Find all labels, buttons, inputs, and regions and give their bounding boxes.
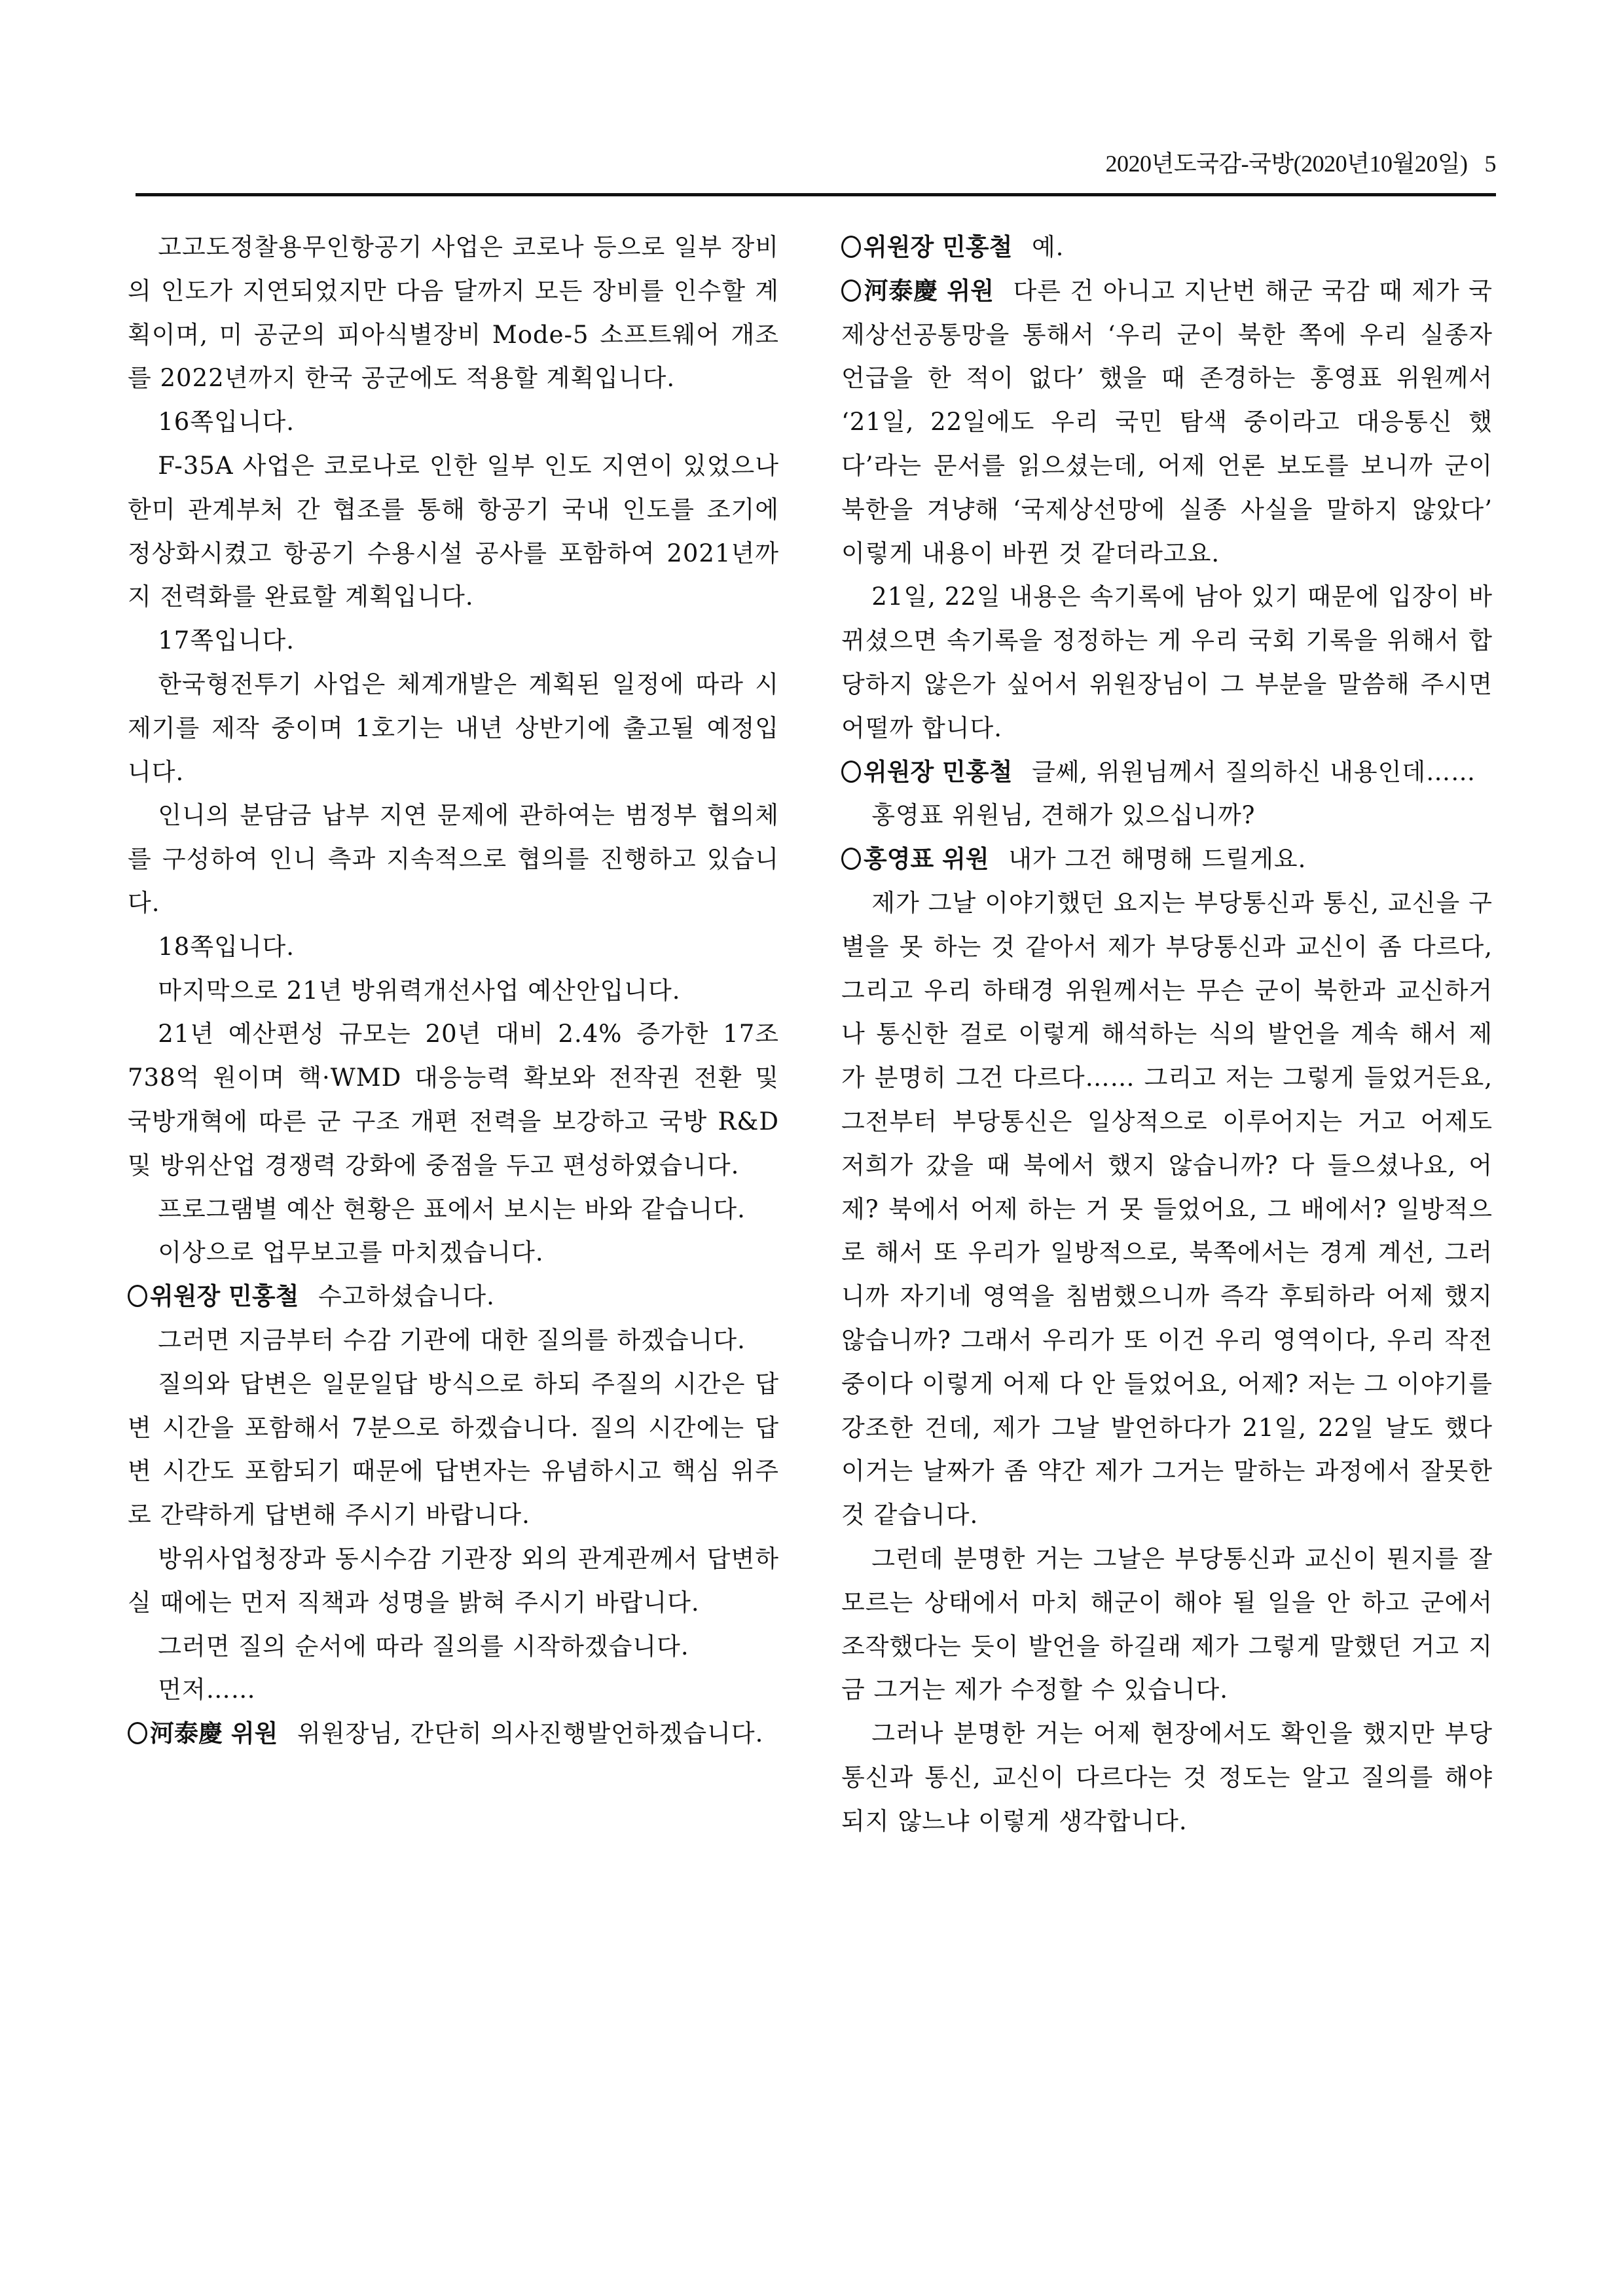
paragraph: 인니의 분담금 납부 지연 문제에 관하여는 범정부 협의체를 구성하여 인니 측과 지속적으로 협의를 진행하고 있습니다.	[128, 801, 779, 917]
paragraph: 마지막으로 21년 방위력개선사업 예산안입니다.	[158, 976, 681, 1005]
speech-entry	[128, 1712, 779, 1756]
paragraph: 그러면 질의 순서에 따라 질의를 시작하겠습니다.	[158, 1632, 689, 1660]
paragraph: 방위사업청장과 동시수감 기관장 외의 관계관께서 답변하실 때에는 먼저 직책과 성명을 밝혀 주시기 바랍니다.	[128, 1544, 779, 1617]
paragraph: 먼저……	[158, 1676, 256, 1704]
speech-text: 위원장님, 간단히 의사진행발언하겠습니다.	[297, 1719, 764, 1748]
speech-text: 수고하셨습니다.	[318, 1282, 495, 1311]
paragraph: 16쪽입니다.	[158, 408, 295, 437]
paragraph: 질의와 답변은 일문일답 방식으로 하되 주질의 시간은 답변 시간을 포함해서 7분으로 하겠습니다. 질의 시간에는 답변 시간도 포함되기 때문에 답변자는 유념하시고 핵심 위주로 간략하게 답변해 주시기 바랍니다.	[128, 1369, 779, 1530]
speaker-circle-icon	[841, 279, 861, 302]
speaker-name: 河泰慶 위원	[864, 276, 994, 305]
paragraph: 그런데 분명한 거는 그날은 부당통신과 교신이 뭔지를 잘 모르는 상태에서 마치 해군이 해야 될 일을 안 하고 군에서 조작했다는 듯이 발언을 하길래 제가 그렇게 말했던 거고 지금 그거는 제가 수정할 수 있습니다.	[841, 1544, 1493, 1704]
paragraph: 그러면 지금부터 수감 기관에 대한 질의를 하겠습니다.	[158, 1325, 746, 1354]
paragraph: 프로그램별 예산 현황은 표에서 보시는 바와 같습니다.	[158, 1194, 746, 1223]
paragraph: 홍영표 위원님, 견해가 있으십니까?	[871, 801, 1256, 830]
right-column	[841, 226, 1493, 1843]
speech-text: 다른 건 아니고 지난번 해군 국감 때 제가 국제상선공통망을 통해서 ‘우리 군이 북한 쪽에 우리 실종자 언급을 한 적이 없다’ 했을 때 존경하는 홍영표 위원께서 ‘21일, 22일에도 우리 국민 탐색 중이라고 대응통신 했다’라는 문서를 읽으셨는데, 어제 언론 보도를 보니까 군이 북한을 겨냥해 ‘국제상선망에 실종 사실을 말하지 않았다’ 이렇게 내용이 바뀐 것 같더라고요.	[841, 276, 1493, 567]
paragraph: 21년 예산편성 규모는 20년 대비 2.4% 증가한 17조 738억 원이며 핵·WMD 대응능력 확보와 전작권 전환 및 국방개혁에 따른 군 구조 개편 전력을 보강하고 국방 R&D 및 방위산업 경쟁력 강화에 중점을 두고 편성하였습니다.	[128, 1020, 779, 1179]
speech-entry	[841, 226, 1493, 270]
left-column	[128, 226, 779, 1756]
speaker-circle-icon	[128, 1722, 147, 1744]
speaker-name: 홍영표 위원	[864, 845, 989, 874]
speaker-name: 위원장 민홍철	[864, 233, 1013, 261]
paragraph: 제가 그날 이야기했던 요지는 부당통신과 통신, 교신을 구별을 못 하는 것 같아서 제가 부당통신과 교신이 좀 다르다, 그리고 우리 하태경 위원께서는 무슨 군이 북한과 교신하거나 통신한 걸로 이렇게 해석하는 식의 발언을 계속 해서 제가 분명히 그건 다르다…… 그리고 저는 그렇게 들었거든요, 그전부터 부당통신은 일상적으로 이루어지는 거고 어제도 저희가 갔을 때 북에서 했지 않습니까? 다 들으셨나요, 어제? 북에서 어제 하는 거 못 들었어요, 그 배에서? 일방적으로 해서 또 우리가 일방적으로, 북쪽에서는 경계 계선, 그러니까 자기네 영역을 침범했으니까 즉각 후퇴하라 어제 했지 않습니까? 그래서 우리가 또 이건 우리 영역이다, 우리 작전 중이다 이렇게 어제 다 안 들었어요, 어제? 저는 그 이야기를 강조한 건데, 제가 그날 발언하다가 21일, 22일 날도 했다 이거는 날짜가 좀 약간 제가 그거는 말하는 과정에서 잘못한 것 같습니다.	[841, 888, 1493, 1530]
paragraph: 17쪽입니다.	[158, 626, 295, 655]
speech-text: 예.	[1031, 233, 1065, 261]
speech-entry	[128, 1275, 779, 1319]
speaker-circle-icon	[841, 761, 861, 783]
speech-entry	[841, 838, 1493, 882]
running-header	[917, 149, 1496, 178]
speech-text: 글쎄, 위원님께서 질의하신 내용인데……	[1031, 757, 1476, 786]
page-number: 5	[1484, 151, 1496, 177]
header-title: 2020년도국감-국방(2020년10월20일)	[1105, 151, 1468, 177]
speaker-name: 위원장 민홍철	[864, 757, 1013, 786]
paragraph: 18쪽입니다.	[158, 932, 295, 961]
paragraph: 고고도정찰용무인항공기 사업은 코로나 등으로 일부 장비의 인도가 지연되었지만 다음 달까지 모든 장비를 인수할 계획이며, 미 공군의 피아식별장비 Mode-5 소프트웨어 개조를 2022년까지 한국 공군에도 적용할 계획입니다.	[128, 233, 779, 393]
speaker-circle-icon	[128, 1285, 147, 1307]
paragraph: 그러나 분명한 거는 어제 현장에서도 확인을 했지만 부당통신과 통신, 교신이 다르다는 것 정도는 알고 질의를 해야 되지 않느냐 이렇게 생각합니다.	[841, 1719, 1493, 1835]
speaker-name: 河泰慶 위원	[150, 1719, 278, 1748]
speech-entry	[841, 270, 1493, 576]
speech-text: 내가 그건 해명해 드릴게요.	[1008, 845, 1307, 874]
speaker-circle-icon	[841, 236, 861, 258]
paragraph: F-35A 사업은 코로나로 인한 일부 인도 지연이 있었으나 한미 관계부처 간 협조를 통해 항공기 국내 인도를 조기에 정상화시켰고 항공기 수용시설 공사를 포함하여 2021년까지 전력화를 완료할 계획입니다.	[128, 451, 779, 611]
speech-entry	[841, 751, 1493, 795]
paragraph: 한국형전투기 사업은 체계개발은 계획된 일정에 따라 시제기를 제작 중이며 1호기는 내년 상반기에 출고될 예정입니다.	[128, 670, 779, 786]
paragraph: 이상으로 업무보고를 마치겠습니다.	[158, 1238, 544, 1267]
speaker-name: 위원장 민홍철	[150, 1282, 299, 1311]
header-rule	[136, 193, 1496, 196]
speaker-circle-icon	[841, 848, 861, 870]
paragraph: 21일, 22일 내용은 속기록에 남아 있기 때문에 입장이 바뀌셨으면 속기록을 정정하는 게 우리 국회 기록을 위해서 합당하지 않은가 싶어서 위원장님이 그 부분을 말씀해 주시면 어떨까 합니다.	[841, 583, 1493, 742]
